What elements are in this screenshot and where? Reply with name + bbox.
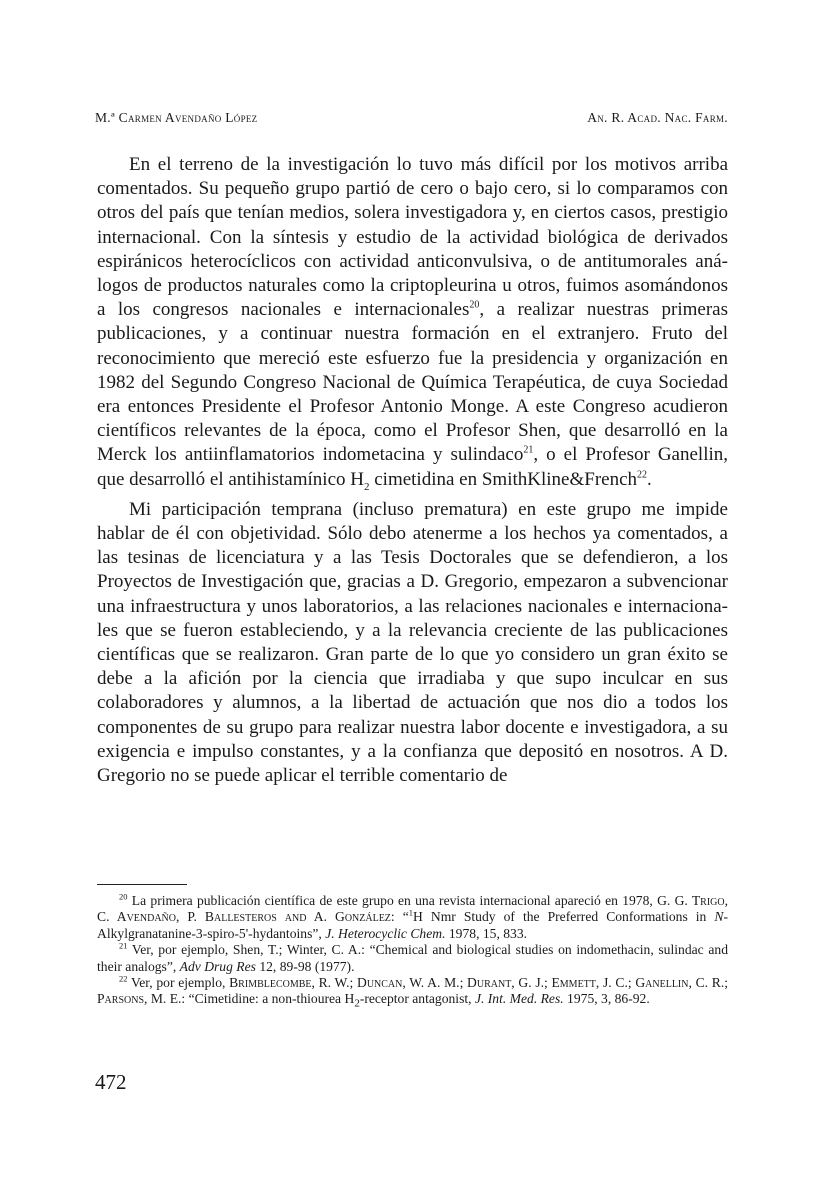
running-header	[95, 110, 728, 130]
header-journal: An. R. Acad. Nac. Farm.	[587, 110, 728, 125]
fn21-text-2: 12, 89-98 (1977).	[255, 958, 355, 974]
footnote-20	[97, 893, 728, 942]
fn22-text-3: -receptor antagonist,	[359, 991, 475, 1007]
main-text	[97, 153, 728, 794]
footnote-21	[97, 942, 728, 975]
p1-text-a: En el terreno de la investigación lo tuvo más difícil por los motivos arriba comentados. Su pequeño grupo partió de cero o bajo cero, si lo comparamos con otros del país que tenían medios, solera investigadora y, en ciertos casos, prestigio internacional. Con la síntesis y estudio de la actividad biológica de derivados espiránicos heterocíclicos con actividad anticonvulsiva, o de antitumorales análogos de productos naturales como la criptopleurina u otros, fuimos asomándonos a los congresos nacionales e internacionales	[97, 154, 728, 321]
fn20-journal: J. Heterocyclic Chem.	[325, 925, 446, 941]
subscript-2: 2	[363, 480, 370, 493]
p1-text-d: cimetidina en SmithKline&French	[369, 468, 638, 490]
footnote-mark-22: 22	[119, 973, 128, 984]
footnote-ref-20[interactable]: 20	[469, 299, 480, 311]
p1-text-e: .	[647, 468, 652, 490]
fn20-text-1: La primera publicación científica de este grupo en una revista internacional apareció en 1978,	[127, 893, 658, 908]
fn21-journal: Adv Drug Res	[179, 958, 256, 974]
p1-text-b: , a realizar nuestras primeras publicaciones, y a continuar nuestra formación en el extranjero. Fruto del reconocimiento que mereció este esfuerzo fue la presidencia y organización en 1982 del Segundo Congreso Nacional de Química Terapéutica, de cuya Sociedad era entonces Presidente el Profesor Antonio Monge. A este Congreso acudieron científicos relevantes de la época, como el Profesor Shen, que desarrolló en la Merck los antiinflamatorios indometacina y sulindaco	[97, 299, 728, 466]
footnote-divider	[97, 884, 187, 885]
fn20-authors: G. G. Trigo, C. Avendaño, P. Ballesteros and A. González	[97, 893, 728, 925]
footnote-mark-20: 20	[119, 891, 128, 902]
fn22-subscript-2: 2	[354, 998, 360, 1011]
footnote-ref-22[interactable]: 22	[637, 469, 648, 481]
fn22-authors: Brimblecombe, R. W.; Duncan, W. A. M.; Durant, G. J.; Emmett, J. C.; Ganellin, C. R.; Parsons, M. E.	[97, 975, 728, 1007]
footnote-mark-21: 21	[119, 940, 128, 951]
paragraph-2: Mi participación temprana (incluso prematura) en este grupo me impide hablar de él con objetividad. Sólo debo atenerme a los hechos ya comentados, a las tesinas de licenciatura y a las Tesis Doctorales que se defendieron, a los Proyectos de Investigación que, gracias a D. Gregorio, empezaron a subvencionar una infraestructura y unos laboratorios, a las relaciones nacionales e internacionales que se fueron estableciendo, y a la relevancia creciente de las publicaciones científicas que se realizaron. Gran parte de lo que yo considero un gran éxito se debe a la afición por la ciencia que irradiaba y que supo inculcar en sus colaboradores y alumnos, a la libertad de actuación que nos dio a todos los componentes de su grupo para realizar nuestra labor docente e investigadora, a su exigencia e impulso constantes, y a la confianza que depositó en nosotros. A D. Gregorio no se puede aplicar el terrible comentario de	[97, 498, 728, 787]
footnote-22	[97, 973, 728, 1011]
paragraph-1	[97, 153, 728, 492]
footnotes	[97, 891, 728, 1011]
fn20-text-4: -Alkylgranatanine-3-spiro-5'-hydantoins”,	[97, 909, 728, 941]
fn20-italic-n: N	[714, 909, 724, 925]
fn22-text-4: 1975, 3, 86-92.	[563, 991, 650, 1007]
fn22-text-2: : “Cimetidine: a non-thiourea H	[181, 991, 355, 1007]
fn20-isotope-sup: 1	[408, 907, 414, 918]
footnote-ref-21[interactable]: 21	[523, 445, 534, 457]
fn22-text-1: Ver, por ejemplo,	[127, 975, 230, 991]
fn21-text-1: Ver, por ejemplo, Shen, T.; Winter, C. A.: “Chemical and biological studies on indomethacin, sulindac and their analogs”,	[97, 942, 728, 974]
fn20-text-5: 1978, 15, 833.	[445, 925, 528, 941]
fn22-journal: J. Int. Med. Res.	[474, 991, 564, 1007]
page-number: 472	[95, 1070, 127, 1094]
header-author: M.ª Carmen Avendaño López	[95, 110, 258, 125]
fn20-text-2: : “	[390, 909, 409, 925]
p1-text-c: , o el Profesor Ganellin, que desarrolló el antihistamínico H	[97, 444, 728, 490]
fn20-text-3: H Nmr Study of the Preferred Conformations in	[413, 909, 715, 925]
